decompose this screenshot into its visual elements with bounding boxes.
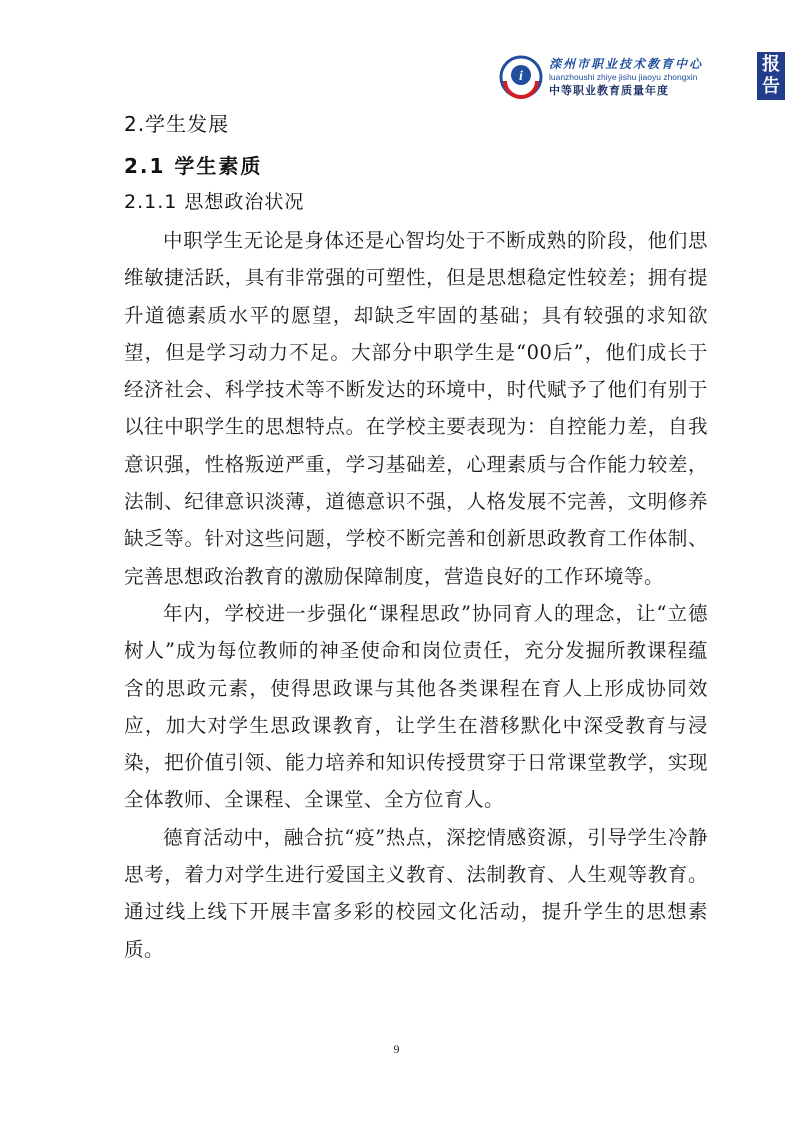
paragraph: 德育活动中，融合抗“疫”热点，深挖情感资源，引导学生冷静思考，着力对学生进行爱国主义教育、法制教育、人生观等教育。通过线上线下开展丰富多彩的校园文化活动，提升学生的思想素质。 xyxy=(124,825,708,961)
report-header xyxy=(499,52,780,102)
page-number: 9 xyxy=(393,1042,400,1056)
school-emblem-icon xyxy=(499,55,543,99)
body-text xyxy=(124,222,708,968)
svg-text:i: i xyxy=(519,69,523,84)
subsection-title: 2.1 学生素质 xyxy=(124,154,263,178)
paragraph: 中职学生无论是身体还是心智均处于不断成熟的阶段，他们思维敏捷活跃，具有非常强的可塑性，但是思想稳定性较差；拥有提升道德素质水平的愿望，却缺乏牢固的基础；具有较强的求知欲望，但是学习动力不足。大部分中职学生是“00后”，他们成长于经济社会、科学技术等不断发达的环境中，时代赋予了他们有别于以往中职学生的思想特点。在学校主要表现为：自控能力差，自我意识强，性格叛逆严重，学习基础差，心理素质与合作能力较差，法制、纪律意识淡薄，道德意识不强，人格发展不完善，文明修养缺乏等。针对这些问题，学校不断完善和创新思政教育工作体制、完善思想政治教育的激励保障制度，营造良好的工作环境等。 xyxy=(124,229,708,588)
paragraph: 年内，学校进一步强化“课程思政”协同育人的理念，让“立德树人”成为每位教师的神圣使命和岗位责任，充分发掘所教课程蕴含的思政元素，使得思政课与其他各类课程在育人上形成协同效应，加大对学生思政课教育，让学生在潜移默化中深受教育与浸染，把价值引领、能力培养和知识传授贯穿于日常课堂教学，实现全体教师、全课程、全课堂、全方位育人。 xyxy=(124,601,708,812)
section-title: 2.学生发展 xyxy=(124,112,230,136)
org-name: 滦州市职业技术教育中心 xyxy=(548,56,703,71)
report-subtitle: 中等职业教育质量年度 xyxy=(548,83,669,97)
report-badge: 报告 xyxy=(757,52,785,100)
subsubsection-title: 2.1.1 思想政治状况 xyxy=(124,191,305,213)
org-pinyin: luanzhoushi zhiye jishu jiaoyu zhongxin xyxy=(548,71,698,82)
